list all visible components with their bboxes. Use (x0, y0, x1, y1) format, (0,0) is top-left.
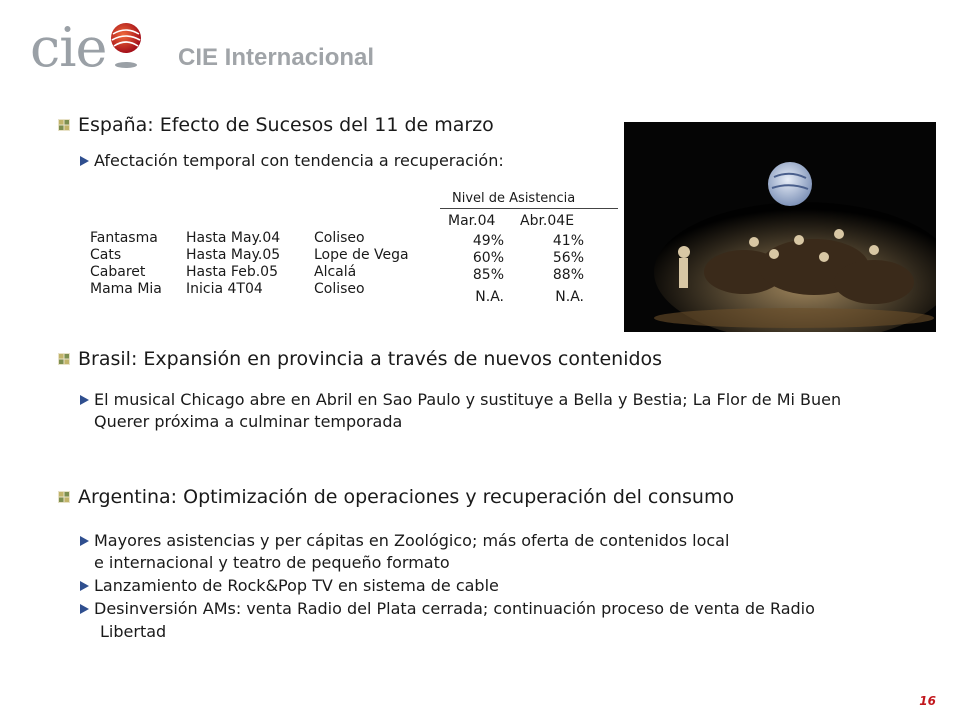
col-header-mar: Mar.04 (448, 213, 496, 229)
table-row (90, 264, 610, 281)
spain-subpoint-text: Afectación temporal con tendencia a recuperación: (94, 151, 504, 170)
brazil-subpoint-line1: El musical Chicago abre en Abril en Sao Paulo y sustituye a Bella y Bestia; La Flor de Mi Buen (94, 390, 842, 409)
shows-table (90, 230, 610, 306)
argentina-bullet-3 (80, 598, 815, 619)
col-header-abr: Abr.04E (520, 213, 575, 229)
triangle-bullet-icon (80, 581, 89, 591)
brazil-subpoint-cont: Querer próxima a culminar temporada (94, 412, 403, 431)
show-period: Hasta May.04 (186, 230, 281, 246)
attendance-header: Nivel de Asistencia (452, 191, 576, 206)
argentina-heading-text: Argentina: Optimización de operaciones y recuperación del consumo (78, 486, 735, 508)
brazil-subpoint (80, 389, 841, 410)
show-name: Cabaret (90, 264, 146, 280)
show-venue: Lope de Vega (314, 247, 409, 263)
triangle-bullet-icon (80, 536, 89, 546)
spain-heading (58, 114, 494, 136)
argentina-bullet-1-cont: e internacional y teatro de pequeño formato (94, 553, 450, 572)
musical-stage-photo (624, 122, 936, 332)
spain-subpoint (80, 150, 504, 171)
triangle-bullet-icon (80, 395, 89, 405)
brazil-heading (58, 348, 662, 370)
square-bullet-icon (58, 119, 70, 131)
logo-emblem-icon (108, 20, 144, 72)
triangle-bullet-icon (80, 604, 89, 614)
show-name: Cats (90, 247, 122, 263)
attendance-abr: 56% (552, 250, 584, 266)
show-name: Mama Mia (90, 281, 162, 297)
attendance-mar: 49% (472, 233, 504, 249)
attendance-mar: 85% (472, 267, 504, 283)
attendance-mar: 60% (472, 250, 504, 266)
argentina-heading (58, 486, 734, 508)
show-name: Fantasma (90, 230, 158, 246)
argentina-bullet-3-line1: Desinversión AMs: venta Radio del Plata cerrada; continuación proceso de venta de Radio (94, 599, 815, 618)
attendance-abr: N.A. (555, 289, 584, 305)
argentina-bullet-3-cont: Libertad (100, 622, 167, 641)
argentina-bullet-1-line1: Mayores asistencias y per cápitas en Zoológico; más oferta de contenidos local (94, 531, 730, 550)
spain-heading-text: España: Efecto de Sucesos del 11 de marzo (78, 114, 494, 136)
square-bullet-icon (58, 491, 70, 503)
argentina-bullet-2-text: Lanzamiento de Rock&Pop TV en sistema de cable (94, 576, 499, 595)
argentina-bullet-1 (80, 530, 729, 551)
square-bullet-icon (58, 353, 70, 365)
attendance-mar: N.A. (475, 289, 504, 305)
attendance-abr: 88% (552, 267, 584, 283)
show-venue: Alcalá (314, 264, 357, 280)
attendance-header-rule (440, 208, 618, 209)
show-period: Hasta May.05 (186, 247, 281, 263)
show-period: Inicia 4T04 (186, 281, 263, 297)
attendance-abr: 41% (552, 233, 584, 249)
show-period: Hasta Feb.05 (186, 264, 278, 280)
table-row (90, 247, 610, 264)
brand-name: CIE Internacional (178, 44, 375, 71)
table-row (90, 281, 610, 305)
triangle-bullet-icon (80, 156, 89, 166)
show-venue: Coliseo (314, 230, 365, 246)
brazil-heading-text: Brasil: Expansión en provincia a través de nuevos contenidos (78, 348, 663, 370)
page-number: 16 (919, 694, 936, 708)
argentina-bullet-2 (80, 575, 499, 596)
table-row (90, 230, 610, 247)
logo-text: cie (30, 16, 107, 79)
show-venue: Coliseo (314, 281, 365, 297)
